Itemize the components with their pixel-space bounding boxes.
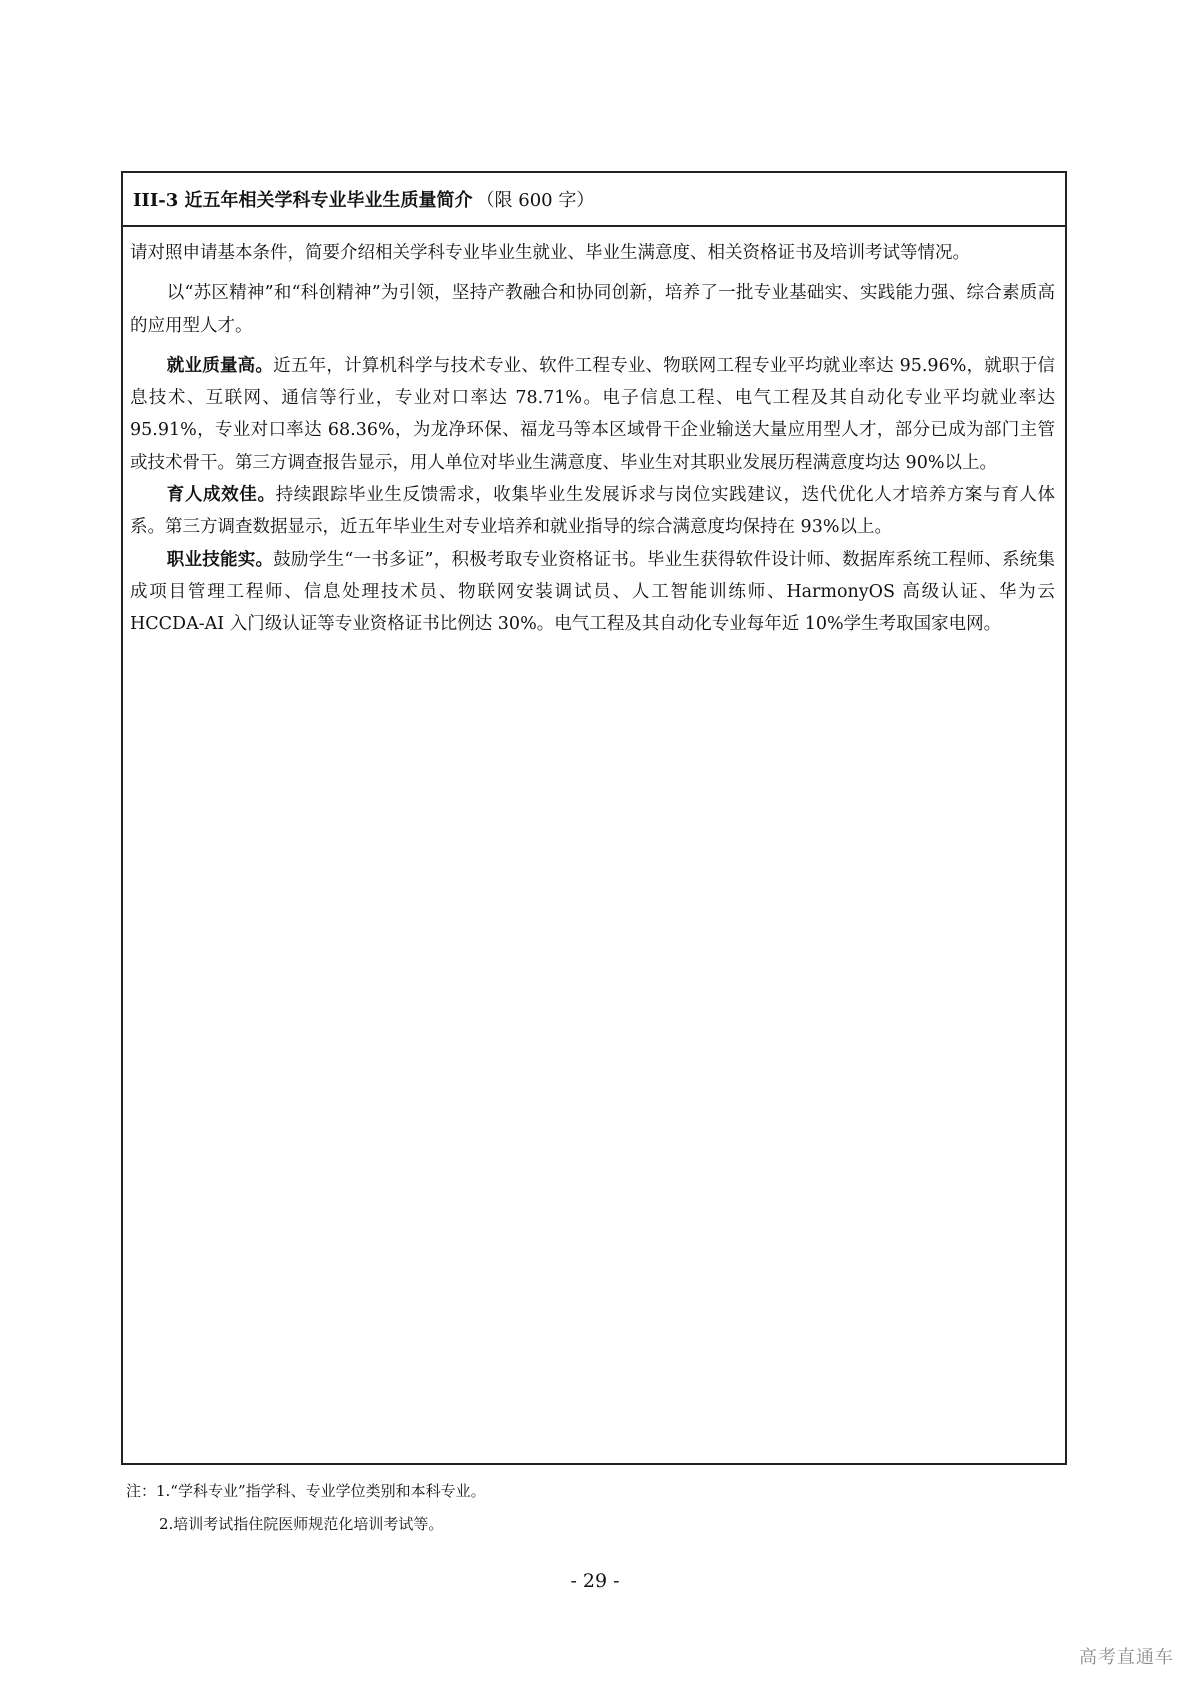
vocational-skill-text: 鼓励学生“一书多证”，积极考取专业资格证书。毕业生获得软件设计师、数据库系统工程师、系统集成项目管理工程师、信息处理技术员、物联网安装调试员、人工智能训练师、HarmonyOS 高级认证、华为云 HCCDA-AI 入门级认证等专业资格证书比例达 30%。电气工程及其自动化专业每年近 10%学生考取国家电网。 <box>130 549 1056 635</box>
employment-quality-lead: 就业质量高。 <box>166 355 274 376</box>
watermark: 高考直通车 <box>1079 1647 1174 1668</box>
employment-quality-text: 近五年，计算机科学与技术专业、软件工程专业、物联网工程专业平均就业率达 95.96%，就职于信息技术、互联网、通信等行业，专业对口率达 78.71%。电子信息工程、电气工程及其自动化专业平均就业率达 95.91%，专业对口率达 68.36%，为龙净环保、福龙马等本区域骨干企业输送大量应用型人才，部分已成为部门主管或技术骨干。第三方调查报告显示，用人单位对毕业生满意度、毕业生对其职业发展历程满意度均达 90%以上。 <box>130 355 1055 473</box>
section-header <box>123 173 1065 227</box>
section-limit-note: （限 600 字） <box>476 190 595 211</box>
education-outcome-lead: 育人成效佳。 <box>166 485 276 506</box>
education-outcome-text: 持续跟踪毕业生反馈需求，收集毕业生发展诉求与岗位实践建议，迭代优化人才培养方案与育人体系。第三方调查数据显示，近五年毕业生对专业培养和就业指导的综合满意度均保持在 93%以上。 <box>130 485 1055 538</box>
employment-quality-paragraph <box>130 350 1055 479</box>
section-title: III-3 近五年相关学科专业毕业生质量简介 <box>133 190 473 211</box>
footnote-1: 注：1.“学科专业”指学科、专业学位类别和本科专业。 <box>126 1482 486 1500</box>
form-section-frame <box>121 171 1067 1465</box>
vocational-skill-paragraph <box>130 544 1055 641</box>
instruction-text: 请对照申请基本条件，简要介绍相关学科专业毕业生就业、毕业生满意度、相关资格证书及培训考试等情况。 <box>130 243 970 263</box>
section-body <box>123 227 1065 641</box>
intro-paragraph: 以“苏区精神”和“科创精神”为引领，坚持产教融合和协同创新，培养了一批专业基础实、实践能力强、综合素质高的应用型人才。 <box>130 283 1055 336</box>
vocational-skill-lead: 职业技能实。 <box>166 549 274 570</box>
education-outcome-paragraph <box>130 479 1055 544</box>
footnotes <box>126 1475 1066 1541</box>
footnote-2: 2.培训考试指住院医师规范化培训考试等。 <box>159 1515 444 1533</box>
page-number: - 29 - <box>570 1570 620 1592</box>
